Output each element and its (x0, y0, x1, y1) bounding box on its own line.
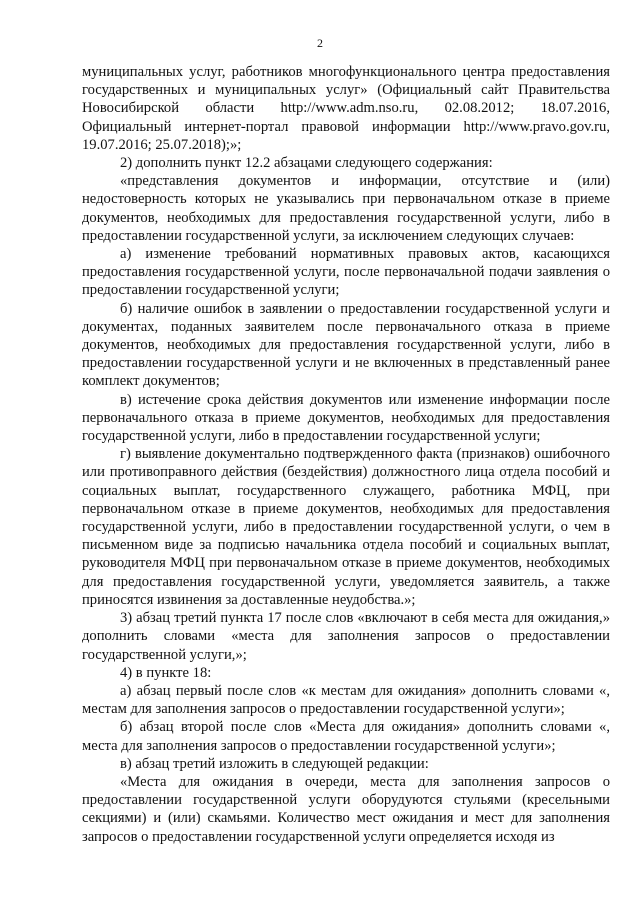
paragraph-subitem-a: а) изменение требований нормативных правовых актов, касающихся предоставления государственной услуги, после первоначальной подачи заявления о предоставлении государственной услуги; (82, 246, 610, 299)
page-number: 2 (317, 36, 323, 50)
paragraph-item-3: 3) абзац третий пункта 17 после слов «включают в себя места для ожидания,» дополнить словами «места для заполнения запросов о предоставлении государственной услуги,»; (82, 610, 610, 663)
paragraph-subitem-g: г) выявление документально подтвержденного факта (признаков) ошибочного или противоправного действия (бездействия) должностного лица отдела пособий и социальных выплат, государственного служащего, работника МФЦ, при первоначальном отказе в приеме документов, необходимых для предоставления государственной услуги, либо в предоставлении государственной услуги, о чем в письменном виде за подписью начальника отдела пособий и социальных выплат, руководителя МФЦ при первоначальном отказе в приеме документов, необходимых для предоставления государственной услуги, уведомляется заявитель, а также приносятся извинения за доставленные неудобства.»; (82, 446, 610, 608)
paragraph-quote-start: «представления документов и информации, отсутствие и (или) недостоверность которых не указывались при первоначальном отказе в приеме документов, необходимых для предоставления государственной услуги, либо в предоставлении государственной услуги, за исключением следующих случаев: (82, 173, 610, 244)
paragraph-subitem-v: в) истечение срока действия документов или изменение информации после первоначального отказа в приеме документов, необходимых для предоставления государственной услуги, либо в предоставлении государственной услуги; (82, 391, 610, 445)
document-body (82, 63, 610, 846)
paragraph-item-2: 2) дополнить пункт 12.2 абзацами следующего содержания: (120, 155, 493, 172)
paragraph-new-wording: «Места для ожидания в очереди, места для заполнения запросов о предоставлении государственной услуги оборудуются стульями (кресельными секциями) и (или) скамьями. Количество мест ожидания и мест для заполнения запросов о предоставлении государственной услуги определяется исходя из (82, 773, 610, 845)
paragraph-continuation: муниципальных услуг, работников многофункционального центра предоставления государственных и муниципальных услуг» (Официальный сайт Правительства Новосибирской области http://www.adm.nso.ru, 02.08.2012; 18.07.2016, Официальный интернет-портал правовой информации http://www.pravo.gov.ru, 19.07.2016; 25.07.2018);»; (82, 64, 610, 153)
paragraph-item-4-b: б) абзац второй после слов «Места для ожидания» дополнить словами «, места для заполнения запросов о предоставлении государственной услуги»; (82, 719, 610, 754)
paragraph-item-4-a: а) абзац первый после слов «к местам для ожидания» дополнить словами «, местам для заполнения запросов о предоставлении государственной услуги»; (82, 682, 610, 718)
paragraph-subitem-b: б) наличие ошибок в заявлении о предоставлении государственной услуги и документах, поданных заявителем после первоначального отказа в приеме документов, необходимых для предоставления государственной услуги, либо в предоставлении государственной услуги и не включенных в представленный ранее комплект документов; (82, 300, 610, 390)
paragraph-item-4-v: в) абзац третий изложить в следующей редакции: (120, 755, 429, 772)
paragraph-item-4: 4) в пункте 18: (120, 664, 212, 681)
